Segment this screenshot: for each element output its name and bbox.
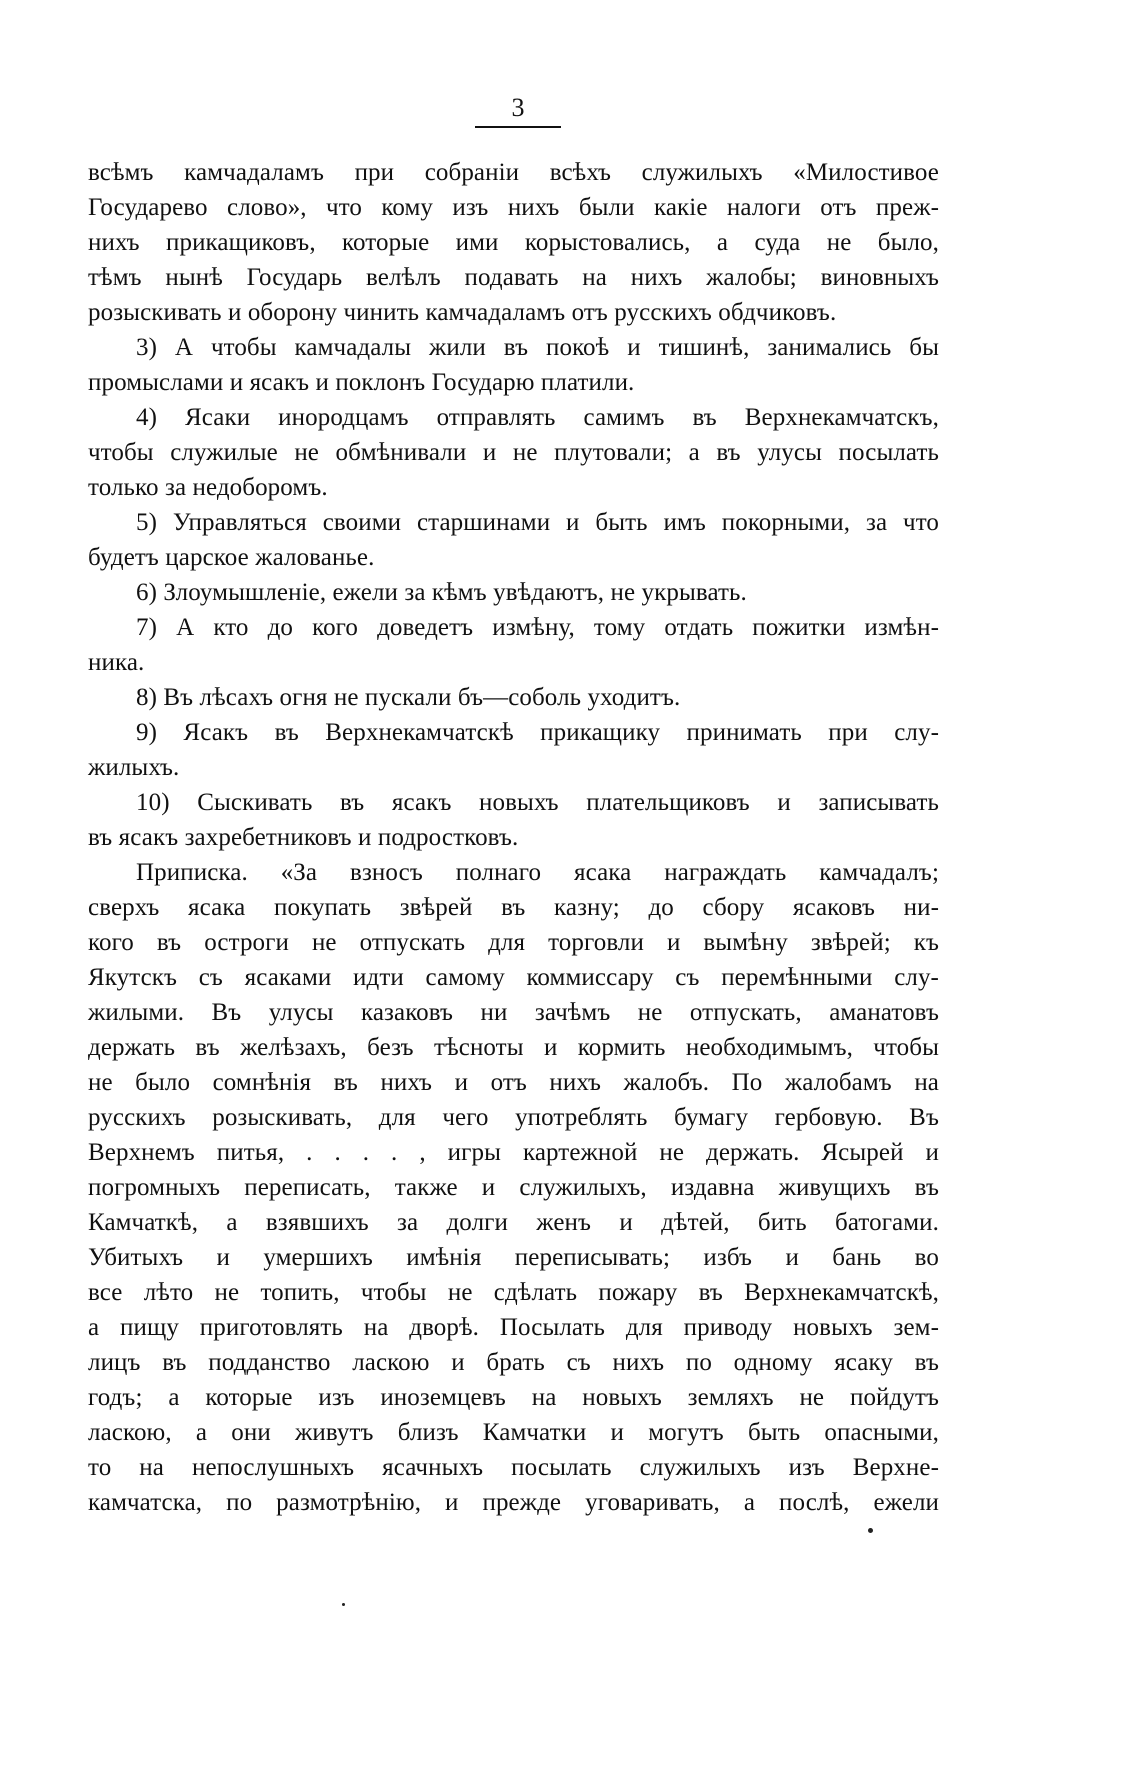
- text-line: лицъ въ подданство ласкою и брать съ нихъ по одному ясаку въ: [88, 1349, 939, 1376]
- text-line: Убитыхъ и умершихъ имѣнія переписывать; избъ и бань во: [88, 1244, 939, 1271]
- page-number-rule: [475, 126, 561, 128]
- text-line: чтобы служилые не обмѣнивали и не плутовали; а въ улусы посылать: [88, 439, 939, 466]
- text-line: 3) А чтобы камчадалы жили въ покоѣ и тишинѣ, занимались бы: [136, 334, 939, 361]
- text-line: 6) Злоумышленіе, ежели за кѣмъ увѣдаютъ, не укрывать.: [136, 579, 747, 606]
- text-line: въ ясакъ захребетниковъ и подростковъ.: [88, 824, 519, 851]
- print-speck: [342, 1603, 345, 1606]
- text-line: будетъ царское жалованье.: [88, 544, 375, 571]
- text-line: русскихъ розыскивать, для чего употреблять бумагу гербовую. Въ: [88, 1104, 939, 1131]
- text-line: 5) Управляться своими старшинами и быть имъ покорными, за что: [136, 509, 939, 536]
- text-line: годъ; а которые изъ иноземцевъ на новыхъ земляхъ не пойдутъ: [88, 1384, 939, 1411]
- text-line: тѣмъ нынѣ Государь велѣлъ подавать на нихъ жалобы; виновныхъ: [88, 264, 939, 291]
- text-line: Приписка. «За взносъ полнаго ясака награждать камчадалъ;: [136, 859, 939, 886]
- text-line: ника.: [88, 649, 145, 676]
- text-line: только за недоборомъ.: [88, 474, 328, 501]
- text-line: а пищу приготовлять на дворѣ. Посылать для приводу новыхъ зем-: [88, 1314, 939, 1341]
- text-line: Государево слово», что кому изъ нихъ были какіе налоги отъ преж-: [88, 194, 939, 221]
- text-line: кого въ остроги не отпускать для торговли и вымѣну звѣрей; къ: [88, 929, 939, 956]
- text-line: 9) Ясакъ въ Верхнекамчатскѣ прикащику принимать при слу-: [136, 719, 939, 746]
- text-line: Якутскъ съ ясаками идти самому коммиссару съ перемѣнными слу-: [88, 964, 939, 991]
- body-text: [88, 155, 939, 1520]
- text-line: Верхнемъ питья, . . . . , игры картежной не держать. Ясырей и: [88, 1139, 939, 1166]
- page-number: 3: [511, 93, 525, 122]
- text-line: все лѣто не топить, чтобы не сдѣлать пожару въ Верхнекамчатскѣ,: [88, 1279, 939, 1306]
- text-line: жилыхъ.: [88, 754, 180, 781]
- text-line: не было сомнѣнія въ нихъ и отъ нихъ жалобъ. По жалобамъ на: [88, 1069, 939, 1096]
- text-line: 4) Ясаки инородцамъ отправлять самимъ въ Верхнекамчатскъ,: [136, 404, 939, 431]
- text-line: 7) А кто до кого доведетъ измѣну, тому отдать пожитки измѣн-: [136, 614, 939, 641]
- text-line: розыскивать и оборону чинить камчадаламъ отъ русскихъ обдчиковъ.: [88, 299, 837, 326]
- text-line: погромныхъ переписать, также и служилыхъ, издавна живущихъ въ: [88, 1174, 939, 1201]
- text-line: 8) Въ лѣсахъ огня не пускали бъ—соболь уходитъ.: [136, 684, 681, 711]
- text-line: жилыми. Въ улусы казаковъ ни зачѣмъ не отпускать, аманатовъ: [88, 999, 939, 1026]
- text-line: всѣмъ камчадаламъ при собраніи всѣхъ служилыхъ «Милостивое: [88, 159, 939, 186]
- print-speck: [868, 1528, 873, 1533]
- text-line: Камчаткѣ, а взявшихъ за долги женъ и дѣтей, бить батогами.: [88, 1209, 939, 1236]
- text-line: промыслами и ясакъ и поклонъ Государю платили.: [88, 369, 635, 396]
- text-line: ласкою, а они живутъ близъ Камчатки и могутъ быть опасными,: [88, 1419, 939, 1446]
- text-line: нихъ прикащиковъ, которые ими корыстовались, а суда не было,: [88, 229, 939, 256]
- text-line: держать въ желѣзахъ, безъ тѣсноты и кормить необходимымъ, чтобы: [88, 1034, 939, 1061]
- text-line: камчатска, по размотрѣнію, и прежде уговаривать, а послѣ, ежели: [88, 1489, 939, 1516]
- text-line: 10) Сыскивать въ ясакъ новыхъ плательщиковъ и записывать: [136, 789, 939, 816]
- text-line: то на непослушныхъ ясачныхъ посылать служилыхъ изъ Верхне-: [88, 1454, 939, 1481]
- text-line: сверхъ ясака покупать звѣрей въ казну; до сбору ясаковъ ни-: [88, 894, 939, 921]
